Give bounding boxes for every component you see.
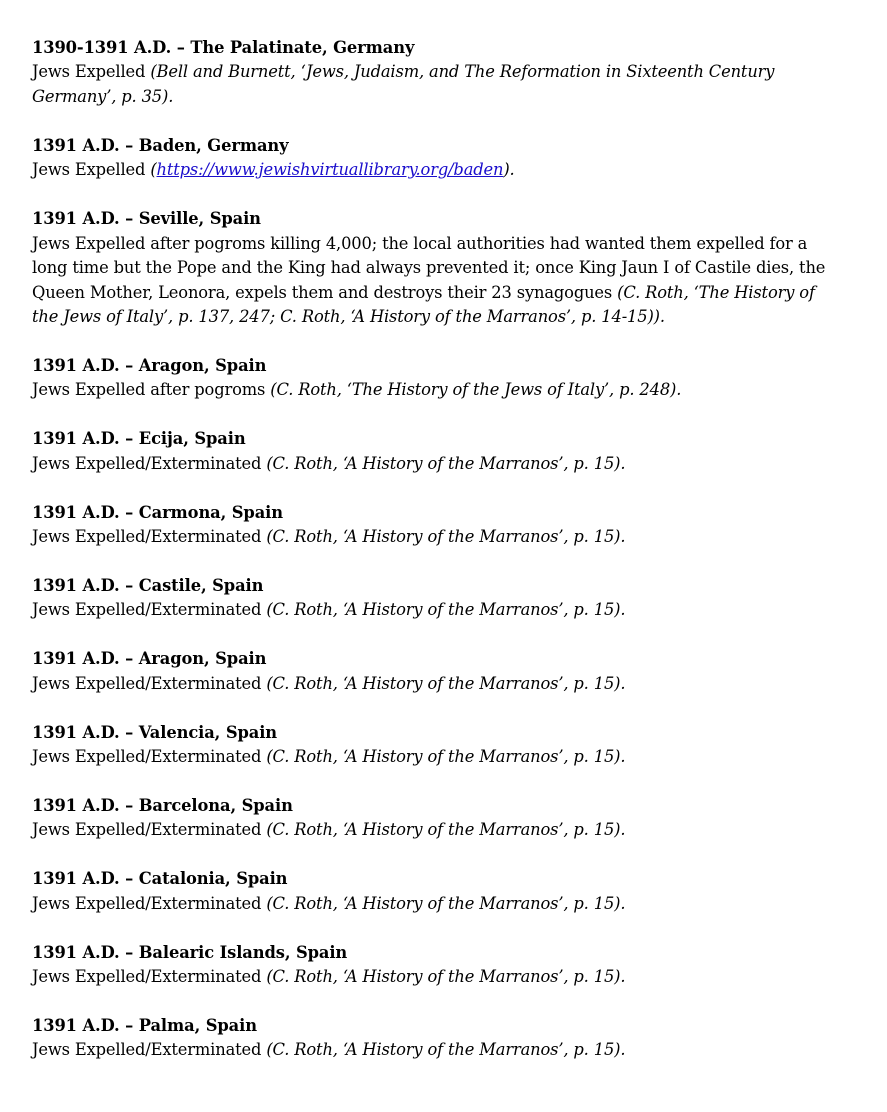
citation-text: (C. Roth, ‘A History of the Marranos’, p. 15). bbox=[266, 893, 626, 913]
entry-body bbox=[32, 965, 840, 989]
entry-text: Jews Expelled/Exterminated bbox=[32, 967, 267, 987]
entry-body bbox=[32, 1038, 840, 1062]
document-entry bbox=[32, 134, 840, 183]
document-entry bbox=[32, 36, 840, 109]
entry-citation bbox=[270, 380, 681, 399]
entry-body bbox=[32, 672, 840, 696]
entry-heading: 1391 A.D. – Baden, Germany bbox=[32, 135, 289, 155]
entry-citation bbox=[266, 1040, 625, 1059]
entry-heading: 1391 A.D. – Catalonia, Spain bbox=[32, 869, 288, 889]
entry-citation bbox=[266, 967, 625, 986]
entry-heading: 1390-1391 A.D. – The Palatinate, Germany bbox=[32, 38, 415, 57]
entry-body bbox=[32, 598, 840, 622]
entry-text: Jews Expelled/Exterminated bbox=[32, 1040, 267, 1060]
citation-text: (C. Roth, ‘A History of the Marranos’, p. 15). bbox=[266, 453, 626, 473]
citation-text: (C. Roth, ‘A History of the Marranos’, p. 15). bbox=[266, 820, 626, 840]
citation-text: (C. Roth, ‘A History of the Marranos’, p. 15). bbox=[266, 1040, 626, 1060]
citation-text: (C. Roth, ‘The History of the Jews of Italy’, p. 137, 247; C. Roth, ‘A History of the Marranos’, p. 14-15)). bbox=[32, 282, 815, 326]
citation-text: (C. Roth, ‘The History of the Jews of Italy’, p. 248). bbox=[270, 380, 682, 400]
entry-citation bbox=[266, 894, 625, 913]
entry-citation bbox=[266, 820, 625, 839]
citation-link[interactable]: https://www.jewishvirtuallibrary.org/baden bbox=[156, 160, 504, 180]
document-entry bbox=[32, 207, 840, 329]
entry-text: Jews Expelled/Exterminated bbox=[32, 820, 267, 840]
citation-text: (C. Roth, ‘A History of the Marranos’, p. 15). bbox=[266, 600, 626, 620]
entry-heading: 1391 A.D. – Palma, Spain bbox=[32, 1015, 257, 1035]
document-entry bbox=[32, 501, 840, 550]
entry-text: Jews Expelled/Exterminated bbox=[32, 893, 267, 913]
entry-body bbox=[32, 378, 840, 402]
document-entry bbox=[32, 794, 840, 843]
entry-body bbox=[32, 818, 840, 842]
entry-heading: 1391 A.D. – Ecija, Spain bbox=[32, 429, 246, 449]
citation-text: (C. Roth, ‘A History of the Marranos’, p. 15). bbox=[266, 526, 626, 546]
entry-body bbox=[32, 60, 840, 109]
entry-body bbox=[32, 452, 840, 476]
document-entry bbox=[32, 354, 840, 403]
entry-citation bbox=[266, 527, 625, 546]
entry-citation bbox=[266, 600, 625, 619]
entry-text: Jews Expelled bbox=[32, 62, 151, 82]
document-entry bbox=[32, 941, 840, 990]
entry-heading: 1391 A.D. – Valencia, Spain bbox=[32, 722, 278, 742]
entry-heading: 1391 A.D. – Aragon, Spain bbox=[32, 649, 267, 669]
entry-text: Jews Expelled/Exterminated bbox=[32, 526, 267, 546]
entry-body bbox=[32, 232, 840, 330]
citation-text: (Bell and Burnett, ‘Jews, Judaism, and The Reformation in Sixteenth Century Germany’, p. 35). bbox=[32, 62, 775, 106]
document-entry bbox=[32, 721, 840, 770]
entry-text: Jews Expelled after pogroms bbox=[32, 380, 271, 400]
entry-heading: 1391 A.D. – Barcelona, Spain bbox=[32, 795, 293, 815]
entry-text: Jews Expelled/Exterminated bbox=[32, 747, 267, 767]
entry-heading: 1391 A.D. – Carmona, Spain bbox=[32, 502, 283, 522]
document-entry bbox=[32, 1014, 840, 1063]
entry-heading: 1391 A.D. – Balearic Islands, Spain bbox=[32, 942, 348, 962]
entry-heading: 1391 A.D. – Seville, Spain bbox=[32, 209, 261, 229]
entry-body bbox=[32, 892, 840, 916]
document-entry bbox=[32, 867, 840, 916]
document-entry bbox=[32, 427, 840, 476]
entry-citation bbox=[266, 454, 625, 473]
entry-body bbox=[32, 158, 840, 182]
entry-heading: 1391 A.D. – Castile, Spain bbox=[32, 575, 264, 595]
entry-text: Jews Expelled after pogroms killing 4,000; the local authorities had wanted them expelled for a long time but the Pope and the King had always prevented it; once King Jaun I of Castile dies, the Queen Mother, Leonora, expels them and destroys their 23 synagogues bbox=[32, 233, 826, 302]
entry-citation bbox=[266, 747, 625, 766]
citation-text: (C. Roth, ‘A History of the Marranos’, p. 15). bbox=[266, 673, 626, 693]
entry-text: Jews Expelled/Exterminated bbox=[32, 453, 267, 473]
entry-body bbox=[32, 745, 840, 769]
entry-heading: 1391 A.D. – Aragon, Spain bbox=[32, 355, 267, 375]
entry-body bbox=[32, 525, 840, 549]
citation-text: ). bbox=[503, 160, 515, 180]
entry-citation bbox=[150, 160, 514, 179]
entry-text: Jews Expelled bbox=[32, 160, 151, 180]
document-entry bbox=[32, 574, 840, 623]
entry-text: Jews Expelled/Exterminated bbox=[32, 673, 267, 693]
citation-open-paren: ( bbox=[150, 160, 157, 180]
citation-text: (C. Roth, ‘A History of the Marranos’, p. 15). bbox=[266, 967, 626, 987]
document-page bbox=[32, 36, 840, 1087]
document-entry bbox=[32, 647, 840, 696]
entry-citation bbox=[266, 674, 625, 693]
entry-text: Jews Expelled/Exterminated bbox=[32, 600, 267, 620]
citation-text: (C. Roth, ‘A History of the Marranos’, p. 15). bbox=[266, 747, 626, 767]
